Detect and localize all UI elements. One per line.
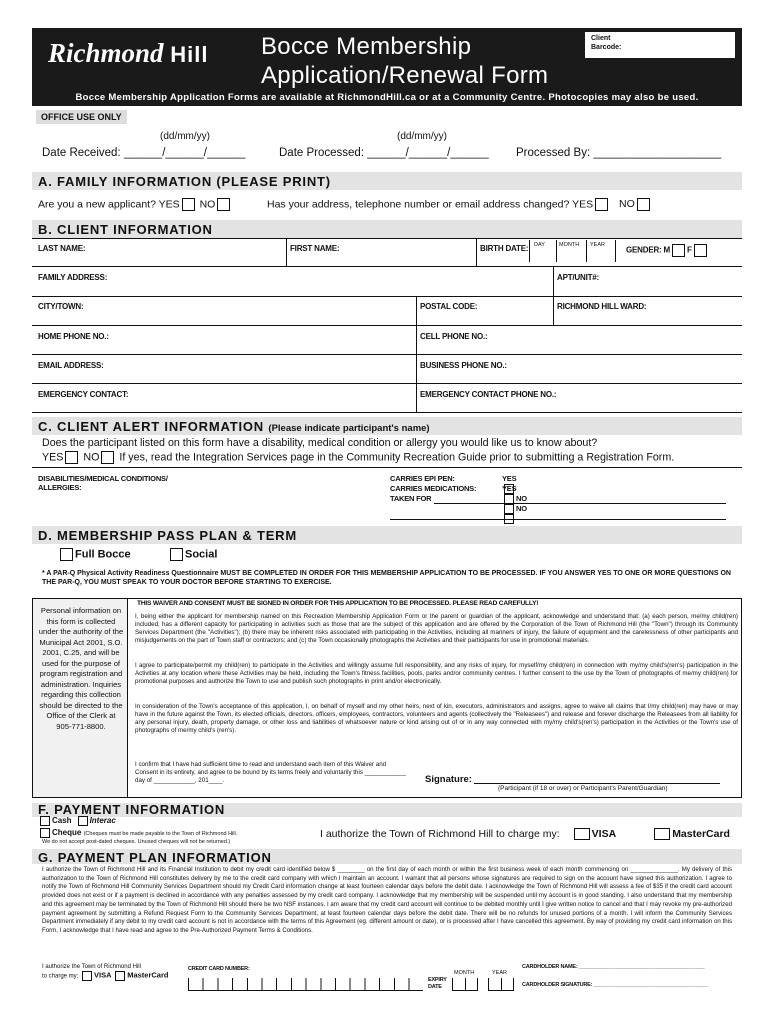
full-bocce-checkbox[interactable] bbox=[60, 548, 73, 561]
mastercard-checkbox[interactable] bbox=[654, 828, 670, 840]
business-phone-label: BUSINESS PHONE NO.: bbox=[420, 361, 507, 370]
waiver-paragraph-3: In consideration of the Town's acceptance of this application, I, on behalf of myself and my other heirs, next of kin, executors, administrators and assigns, agree to waive all claims that I/my child(ren) may have or may have in the future against the Town, its elected officials, directors, officers, employees, contractors, volunteers and agents (collectively the "Releasees") and release and forever discharge the Releasees from all liability for any personal injury, death, property damage, or other loss and liabilities of whatsoever nature or kind arising out of or in any way connected with my/my child's(ren's) participation in the Activities or the Town's use of photographs of me/my child's (ren's). bbox=[135, 703, 738, 735]
payment-method-cash: Cash Interac bbox=[38, 816, 116, 826]
ward-label: RICHMOND HILL WARD: bbox=[557, 302, 647, 311]
section-f-title: F. PAYMENT INFORMATION bbox=[38, 802, 226, 817]
alert-yes-checkbox[interactable] bbox=[65, 451, 78, 464]
city-label: CITY/TOWN: bbox=[38, 302, 84, 311]
payment-plan-terms: I authorize the Town of Richmond Hill and its Financial Institution to debit my credit card identified below $ ________ on the first day of each month or within the first business week of each month commencing on ______________. My delivery of this authorization to the Town of Richmond Hill constitutes delivery by me to the credit card company with which I maintain an account. I warrant that all persons whose signatures are required to sign on the account have signed this authorization. I agree to notify the Town of Richmond Hill Community Services Department should my Credit Card information change at least fourteen calendar days before the debit date. I acknowledge the Town of Richmond Hill will assess a fee of $35 if the credit card account provided does not exist or if a payment is declined in accordance with any penalties assessed by my credit card company. I acknowledge that my membership will be suspended until my account is in good standing. I also understand that my membership and this agreement may be terminated by the Town of Richmond Hill should there be two NSF instances. I am aware that my credit card account will continue to be debited monthly until I give written notice to cancel and that I may revoke my pre-authorized payment agreement by submitting a Refund Request Form to the Community Services Department, at least fourteen calendar days before the debit date. There will be no refunds for unused portions of a month. I will inform the Community Services Department immediately if any debit to my credit card account is not in accordance with the terms of this Agreement (eg. different amount or date), or is processed after I have cancelled this agreement. By way of providing my credit card information on this Form, I acknowledge that I have read and agree to the Pre-Authorized Payment Terms & Conditions. bbox=[42, 866, 732, 934]
social-checkbox[interactable] bbox=[170, 548, 183, 561]
interac-checkbox[interactable] bbox=[78, 816, 88, 826]
alert-question: Does the participant listed on this form have a disability, medical condition or allergy you would like us to know about? bbox=[42, 437, 598, 449]
waiver-paragraph-1: I, being either the applicant for membership named on this Recreation Membership Application Form or the parent or guardian of the applicant, acknowledge and understand that: (a) each person, me/my child(ren) included, has a different capacity for participating in activities such as those that are the subject of this application and are offered by the Corporation of the Town of Richmond Hill (the "Town") through its Community Services Department (the "Activities"); (b) there may be inherent risks associated with participating in the Activities, including all manners of injury, the failure of equipment and the carelessness of other participants and misjudgements on the part of Town staff or contractors; and (c) the Town occasionally photographs the Activities and their participants for use in promotional materials. bbox=[135, 613, 738, 645]
expiry-year-input[interactable] bbox=[488, 978, 514, 991]
social-option[interactable]: Social bbox=[168, 548, 217, 561]
postal-code-label: POSTAL CODE: bbox=[420, 302, 478, 311]
signature-note: (Participant (if 18 or over) or Participant's Parent/Guardian) bbox=[498, 785, 668, 792]
day-label: DAY bbox=[534, 242, 545, 248]
waiver-title: THIS WAIVER AND CONSENT MUST BE SIGNED IN ORDER FOR THIS APPLICATION TO BE PROCESSED. PLEASE READ CAREFULLY! bbox=[137, 600, 539, 607]
form-title: Bocce Membership Application/Renewal Form bbox=[261, 33, 549, 89]
first-name-label: FIRST NAME: bbox=[290, 244, 340, 253]
processed-by-field[interactable]: Processed By: ____________________ bbox=[516, 147, 722, 159]
new-applicant-yes-checkbox[interactable] bbox=[182, 198, 195, 211]
signature-label: Signature: bbox=[425, 774, 472, 785]
last-name-label: LAST NAME: bbox=[38, 244, 86, 253]
new-applicant-no-checkbox[interactable] bbox=[217, 198, 230, 211]
emergency-phone-label: EMERGENCY CONTACT PHONE NO.: bbox=[420, 390, 557, 399]
gender-m-checkbox[interactable] bbox=[672, 244, 685, 257]
availability-notice: Bocce Membership Application Forms are available at RichmondHill.ca or at a Community Centre. Photocopies may also be used. bbox=[32, 90, 742, 106]
date-format-hint: (dd/mm/yy) bbox=[397, 131, 447, 142]
expiry-label: EXPIRY DATE bbox=[428, 977, 447, 990]
conditions-label: DISABILITIES/MEDICAL CONDITIONS/ ALLERGIES: bbox=[38, 474, 168, 492]
waiver-paragraph-2: I agree to participate/permit my child(ren) to participate in the Activities and willingly assume full responsibility, and any risks of injury, for myself/my child(ren) in connection with my/my child's(ren's) participation in the Activities at any location where these Activities may be held, including the Town's fitness facilities, pools, parks and/or community centres. I further consent to the use by the Town of photographs of me/my child(ren) for promotional purposes and authorize the Town to use and publish such photographs in print and/or electronically. bbox=[135, 662, 738, 686]
waiver-confirm: I confirm that I have had sufficient time to read and understand each item of this Waiver and Consent in its entirety, and agree to be bound by its terms freely and voluntarily this ____________ day of ____________, 201____. bbox=[135, 761, 406, 785]
cheque-checkbox[interactable] bbox=[40, 828, 50, 838]
plan-mastercard-checkbox[interactable] bbox=[115, 971, 125, 981]
date-processed-field[interactable]: Date Processed: ______/______/______ bbox=[279, 147, 489, 159]
expiry-month-label: MONTH bbox=[454, 970, 475, 976]
address-changed-question: Has your address, telephone number or email address changed? YES NO bbox=[267, 198, 652, 211]
apt-unit-label: APT/UNIT#: bbox=[557, 273, 600, 282]
section-c-title: C. CLIENT ALERT INFORMATION (Please indicate participant's name) bbox=[38, 419, 430, 434]
parq-notice: * A PAR-Q Physical Activity Readiness Questionnaire MUST BE COMPLETED IN ORDER FOR THIS MEMBERSHIP APPLICATION TO BE PROCESSED. IF YOU ANSWER YES TO ONE OR MORE QUESTIONS ON THE PAR-Q, YOU MUST SPEAK TO YOUR DOCTOR BEFORE STARTING TO EXERCISE. bbox=[42, 570, 731, 586]
date-format-hint: (dd/mm/yy) bbox=[160, 131, 210, 142]
birth-date-label: BIRTH DATE: bbox=[480, 244, 529, 253]
payment-method-cheque: Cheque (Cheques must be made payable to the Town of Richmond Hill. bbox=[38, 828, 237, 838]
card-number-boxes[interactable] bbox=[188, 978, 423, 991]
address-changed-yes-checkbox[interactable] bbox=[595, 198, 608, 211]
cash-checkbox[interactable] bbox=[40, 816, 50, 826]
privacy-notice: Personal information on this form is collected under the authority of the Municipal Act 2001, S.O. 2001, C.25, and will be used for the purpose of program registration and administration. Inquiries regarding this collection should be directed to the Office of the Clerk at 905-771-8800. bbox=[38, 606, 124, 731]
plan-authorize-text: I authorize the Town of Richmond Hill to charge my: VISA MasterCard bbox=[42, 964, 169, 980]
email-label: EMAIL ADDRESS: bbox=[38, 361, 104, 370]
client-barcode-box[interactable]: Client Barcode: bbox=[585, 32, 735, 58]
address-changed-no-checkbox[interactable] bbox=[637, 198, 650, 211]
alert-answer-row: YES NO If yes, read the Integration Services page in the Community Recreation Guide prior to submitting a Registration Form. bbox=[42, 451, 675, 464]
family-address-label: FAMILY ADDRESS: bbox=[38, 273, 108, 282]
cheque-note: We do not accept post-dated cheques. Unused cheques will not be returned.) bbox=[42, 839, 231, 845]
section-a-title: A. FAMILY INFORMATION (PLEASE PRINT) bbox=[38, 174, 331, 189]
new-applicant-question: Are you a new applicant? YES NO bbox=[38, 198, 232, 211]
section-g-title: G. PAYMENT PLAN INFORMATION bbox=[38, 850, 272, 865]
richmond-hill-logo: Richmond Hill bbox=[48, 38, 209, 68]
charge-authorization: I authorize the Town of Richmond Hill to charge my: VISA MasterCard bbox=[320, 828, 730, 840]
cardholder-name-field[interactable]: CARDHOLDER NAME: ____________________________________________ bbox=[522, 964, 705, 970]
emergency-contact-label: EMERGENCY CONTACT: bbox=[38, 390, 129, 399]
gender-f-checkbox[interactable] bbox=[694, 244, 707, 257]
gender-field: GENDER: M F bbox=[626, 244, 709, 257]
month-label: MONTH bbox=[559, 242, 580, 248]
home-phone-label: HOME PHONE NO.: bbox=[38, 332, 109, 341]
full-bocce-option[interactable]: Full Bocce bbox=[58, 548, 131, 561]
year-label: YEAR bbox=[590, 242, 605, 248]
date-received-field[interactable]: Date Received: ______/______/______ bbox=[42, 147, 246, 159]
expiry-year-label: YEAR bbox=[492, 970, 507, 976]
signature-line[interactable] bbox=[474, 783, 720, 784]
visa-checkbox[interactable] bbox=[574, 828, 590, 840]
cell-phone-label: CELL PHONE NO.: bbox=[420, 332, 488, 341]
section-b-title: B. CLIENT INFORMATION bbox=[38, 222, 213, 237]
plan-visa-checkbox[interactable] bbox=[82, 971, 92, 981]
epi-medications-block: CARRIES EPI PEN: YESNO CARRIES MEDICATIONS: YESNO TAKEN FOR bbox=[390, 474, 476, 504]
alert-no-checkbox[interactable] bbox=[101, 451, 114, 464]
office-use-label: OFFICE USE ONLY bbox=[36, 110, 127, 124]
cardholder-signature-field[interactable]: CARDHOLDER SIGNATURE: ________________________________________ bbox=[522, 982, 708, 988]
section-d-title: D. MEMBERSHIP PASS PLAN & TERM bbox=[38, 528, 297, 543]
card-number-label: CREDIT CARD NUMBER: bbox=[188, 966, 250, 972]
expiry-month-input[interactable] bbox=[452, 978, 478, 991]
